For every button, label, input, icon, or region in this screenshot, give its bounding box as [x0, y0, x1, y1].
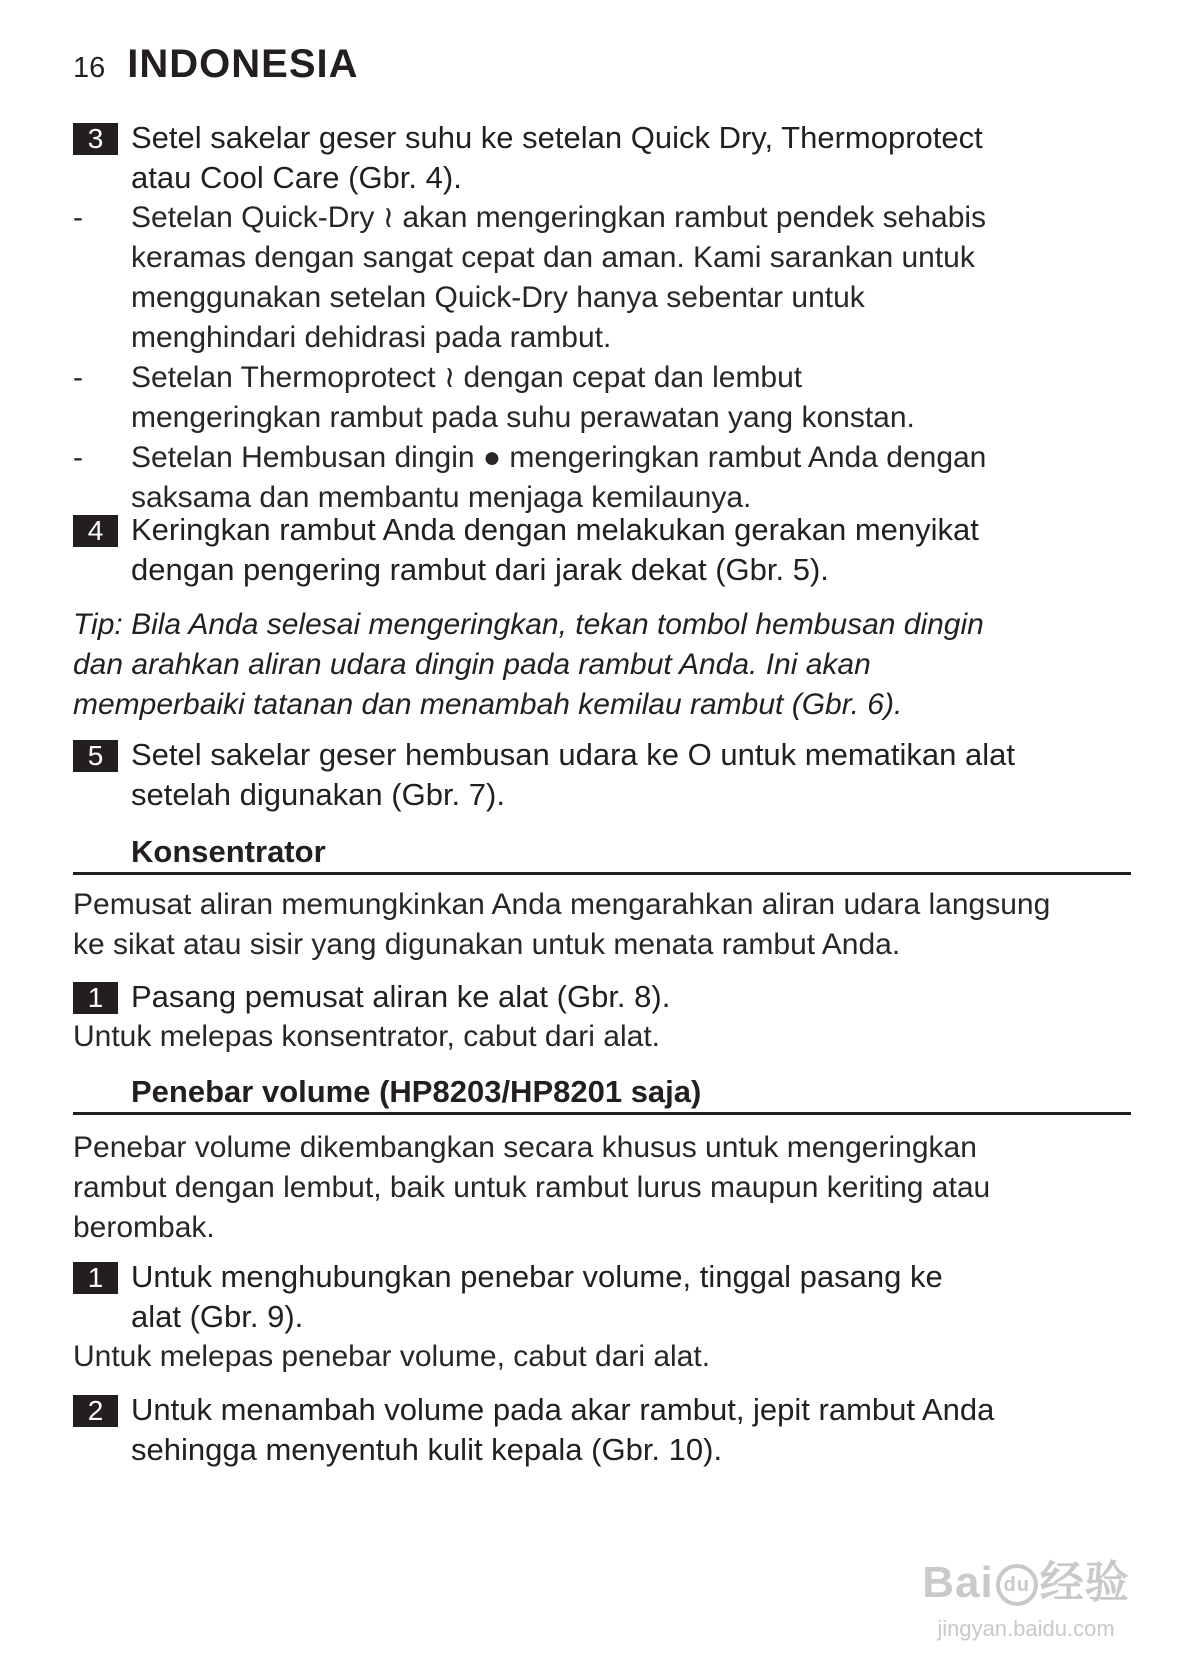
baidu-logo: Bai du 经验	[922, 1558, 1130, 1607]
step-3-text: Setel sakelar geser suhu ke setelan Quick Dry, Thermoprotect atau Cool Care (Gbr. 4).	[131, 120, 983, 195]
penebar-step-2	[73, 1390, 1133, 1470]
step-number-badge: 1	[73, 982, 118, 1014]
step-number-badge: 4	[73, 515, 118, 547]
step-3	[73, 118, 1133, 518]
konsentrator-step-1-instruction	[73, 977, 1133, 1017]
step-number-badge: 1	[73, 1262, 118, 1294]
konsentrator-intro: Pemusat aliran memungkinkan Anda mengarahkan aliran udara langsung ke sikat atau sisir yang digunakan untuk menata rambut Anda.	[73, 888, 1051, 961]
konsentrator-step-1-text: Pasang pemusat aliran ke alat (Gbr. 8).	[131, 979, 671, 1014]
baidu-watermark	[881, 1546, 1171, 1656]
step-5-instruction	[73, 735, 1031, 815]
penebar-step-2-text: Untuk menambah volume pada akar rambut, jepit rambut Anda sehingga menyentuh kulit kepala (Gbr. 10).	[131, 1392, 995, 1467]
page-header	[73, 42, 359, 92]
bullet-cool-care: - Setelan Hembusan dingin ● mengeringkan rambut Anda dengan saksama dan membantu menjaga kemilaunya.	[73, 441, 987, 514]
bullet-quick-dry: - Setelan Quick-Dry ≀ akan mengeringkan rambut pendek sehabis keramas dengan sangat cepat dan aman. Kami sarankan untuk menggunakan setelan Quick-Dry hanya sebentar untuk menghindari dehidrasi pada rambut.	[73, 201, 987, 354]
penebar-step-1-text: Untuk menghubungkan penebar volume, tinggal pasang ke alat (Gbr. 9).	[131, 1259, 943, 1334]
konsentrator-note: Untuk melepas konsentrator, cabut dari alat.	[73, 1020, 660, 1053]
section-heading-konsentrator: Konsentrator	[73, 832, 1131, 875]
step-5	[73, 735, 1133, 815]
section-heading-penebar-volume: Penebar volume (HP8203/HP8201 saja)	[73, 1072, 1131, 1115]
step-number-badge: 2	[73, 1395, 118, 1427]
penebar-step-1-instruction	[73, 1257, 991, 1337]
bullet-thermoprotect: - Setelan Thermoprotect ≀ dengan cepat dan lembut mengeringkan rambut pada suhu perawatan yang konstan.	[73, 361, 915, 434]
penebar-note: Untuk melepas penebar volume, cabut dari alat.	[73, 1340, 711, 1373]
penebar-intro: Penebar volume dikembangkan secara khusus untuk mengeringkan rambut dengan lembut, baik untuk rambut lurus maupun keriting atau berombak.	[73, 1131, 991, 1244]
step-number-badge: 3	[73, 123, 118, 155]
step-4-text: Keringkan rambut Anda dengan melakukan gerakan menyikat dengan pengering rambut dari jarak dekat (Gbr. 5).	[131, 512, 979, 587]
step-number-badge: 5	[73, 740, 118, 772]
tip-text: Tip: Bila Anda selesai mengeringkan, tekan tombol hembusan dingin dan arahkan aliran udara dingin pada rambut Anda. Ini akan memperbaiki tatanan dan menambah kemilau rambut (Gbr. 6).	[73, 608, 984, 721]
penebar-step-2-instruction	[73, 1390, 1051, 1470]
step-3-bullets	[73, 198, 1133, 518]
page-title: INDONESIA	[127, 42, 359, 86]
step-3-instruction	[73, 118, 1031, 198]
step-4	[73, 510, 1133, 590]
page-number: 16	[73, 52, 106, 84]
paw-icon: du	[996, 1564, 1038, 1606]
step-5-text: Setel sakelar geser hembusan udara ke O untuk mematikan alat setelah digunakan (Gbr. 7).	[131, 737, 1015, 812]
konsentrator-step-1	[73, 977, 1133, 1057]
step-4-instruction	[73, 510, 1031, 590]
penebar-step-1	[73, 1257, 1133, 1377]
watermark-url: jingyan.baidu.com	[937, 1616, 1115, 1641]
